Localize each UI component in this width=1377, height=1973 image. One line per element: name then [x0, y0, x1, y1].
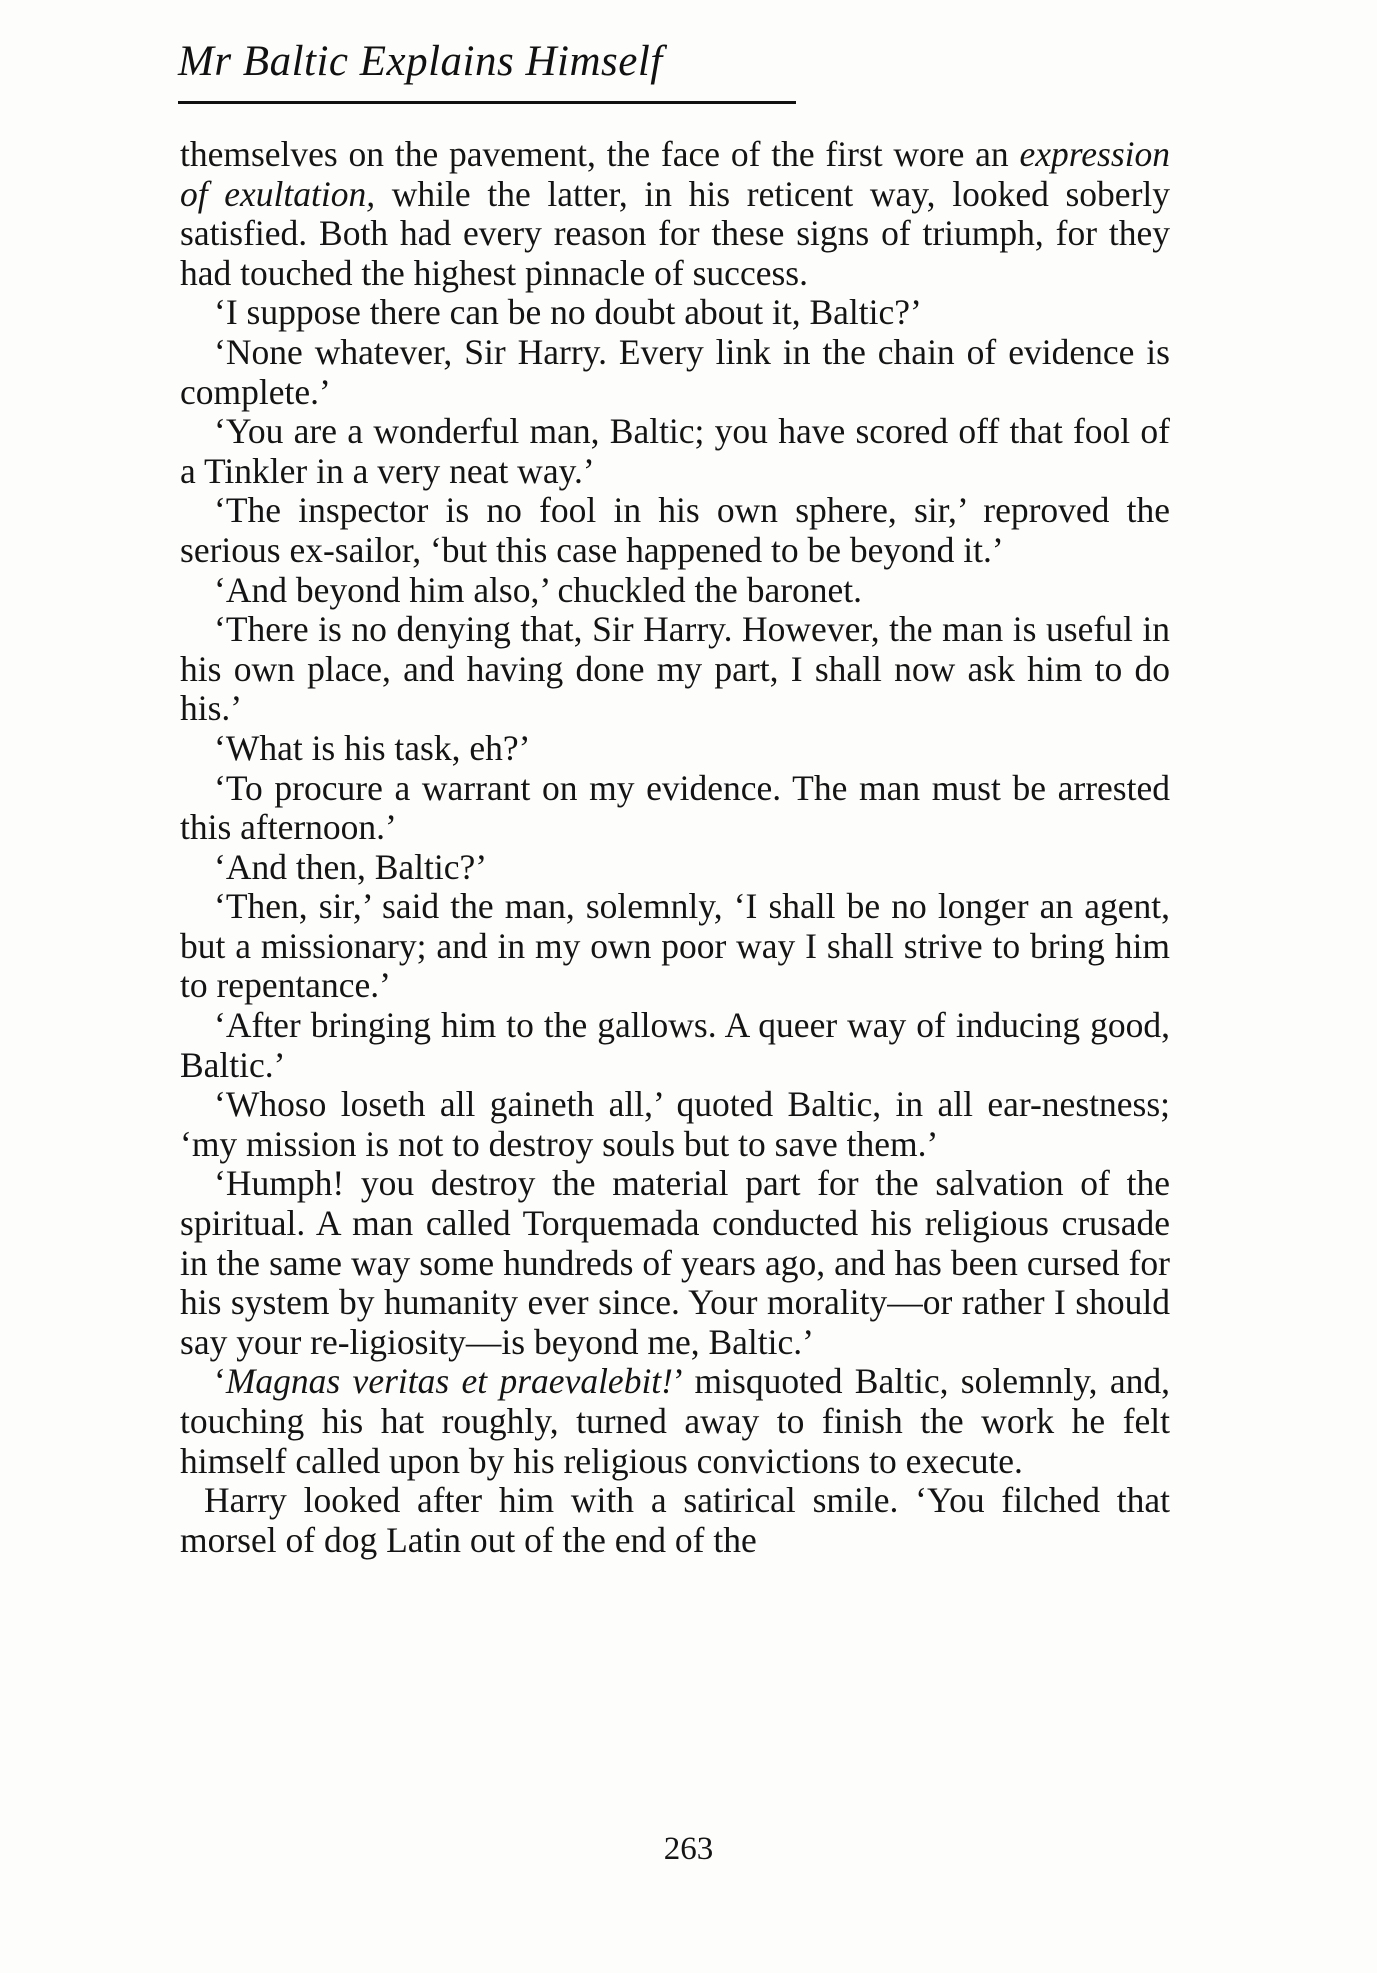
header-rule [178, 101, 796, 104]
paragraph: ‘I suppose there can be no doubt about it, Baltic?’ [214, 292, 922, 333]
body-text [180, 135, 1170, 1560]
paragraph: Harry looked after him with a satirical smile. ‘You filched that morsel of dog Latin out of the end of the [180, 1480, 1170, 1560]
paragraph: ‘And then, Baltic?’ [214, 846, 488, 887]
paragraph: ‘What is his task, eh?’ [214, 727, 531, 768]
paragraph: ‘Whoso loseth all gaineth all,’ quoted Baltic, in all ear-nestness; ‘my mission is not to destroy souls but to save them.’ [180, 1084, 1170, 1164]
text-run: ’ misquoted Baltic, solemnly, and, touching his hat roughly, turned away to finish the work he felt himself called upon by his religious convictions to execute. [180, 1361, 1170, 1481]
text-run: while the latter, in his reticent way, looked soberly satisfied. Both had every reason for these signs of triumph, for they had touched the highest pinnacle of success. [180, 173, 1171, 293]
paragraph [180, 1362, 1170, 1481]
paragraph: ‘To procure a warrant on my evidence. The man must be arrested this afternoon.’ [180, 767, 1170, 848]
italic-text-run: expression of exultation, [180, 134, 1170, 214]
running-head: Mr Baltic Explains Himself [178, 38, 663, 85]
paragraph: ‘And beyond him also,’ chuckled the baronet. [214, 569, 863, 610]
text-run: ‘ [214, 1361, 226, 1402]
paragraph [180, 135, 1170, 293]
paragraph: ‘Humph! you destroy the material part for the salvation of the spiritual. A man called Torquemada conducted his religious crusade in the same way some hundreds of years ago, and has been cursed for his system by humanity ever since. Your morality—or rather I should say your re-ligiosity—is beyond me, Baltic.’ [180, 1163, 1170, 1362]
paragraph: ‘There is no denying that, Sir Harry. However, the man is useful in his own place, and having done my part, I shall now ask him to do his.’ [180, 609, 1170, 729]
page-number: 263 [663, 1831, 714, 1867]
paragraph: ‘After bringing him to the gallows. A queer way of inducing good, Baltic.’ [180, 1005, 1170, 1085]
paragraph: ‘You are a wonderful man, Baltic; you have scored off that fool of a Tinkler in a very neat way.’ [180, 411, 1170, 491]
text-run: themselves on the pavement, the face of the first wore an [180, 134, 1009, 174]
paragraph: ‘Then, sir,’ said the man, solemnly, ‘I shall be no longer an agent, but a missionary; and in my own poor way I shall strive to bring him to repentance.’ [180, 886, 1170, 1006]
paragraph: ‘None whatever, Sir Harry. Every link in the chain of evidence is complete.’ [180, 331, 1170, 412]
italic-text-run: Magnas veritas et praevalebit! [225, 1361, 673, 1402]
paragraph: ‘The inspector is no fool in his own sphere, sir,’ reproved the serious ex-sailor, ‘but this case happened to be beyond it.’ [180, 490, 1170, 570]
